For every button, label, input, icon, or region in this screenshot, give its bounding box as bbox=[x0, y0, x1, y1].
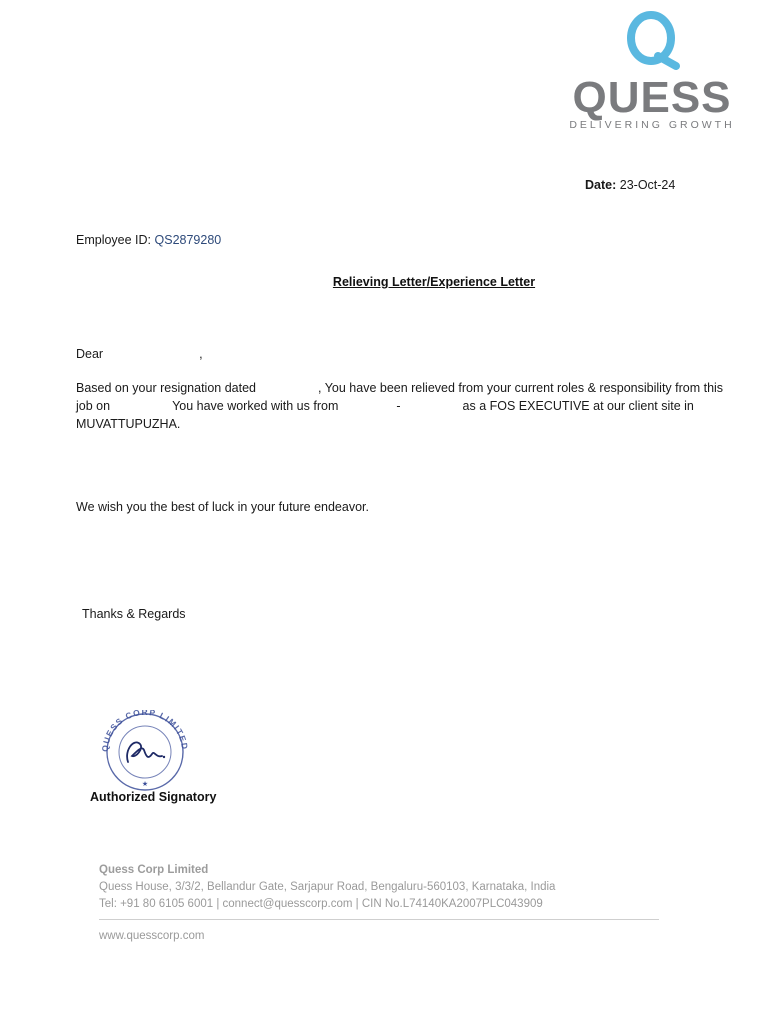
salutation-text: Dear bbox=[76, 347, 104, 361]
authorized-signatory: Authorized Signatory bbox=[90, 790, 217, 804]
footer-address: Quess House, 3/3/2, Bellandur Gate, Sarjapur Road, Bengaluru-560103, Karnataka, India bbox=[99, 881, 556, 893]
closing-wish: We wish you the best of luck in your future endeavor. bbox=[76, 500, 369, 514]
letter-date bbox=[585, 176, 675, 194]
employee-id-label: Employee ID: bbox=[76, 233, 152, 247]
salutation bbox=[76, 345, 203, 363]
quess-logo-icon bbox=[560, 10, 745, 140]
body-text: You have worked with us from bbox=[172, 399, 339, 413]
date-label: Date: bbox=[585, 178, 617, 192]
body-line-2 bbox=[76, 397, 746, 415]
footer-contact: Tel: +91 80 6105 6001 | connect@quesscorp.com | CIN No.L74140KA2007PLC043909 bbox=[99, 898, 543, 910]
body-text: - bbox=[396, 399, 401, 413]
footer-website: www.quesscorp.com bbox=[99, 930, 205, 942]
body-line-1 bbox=[76, 379, 746, 397]
svg-text:QUESS CORP LIMITED: QUESS CORP LIMITED bbox=[99, 710, 191, 753]
body-line-3: MUVATTUPUZHA. bbox=[76, 417, 181, 431]
employee-id-line bbox=[76, 231, 221, 249]
date-value: 23-Oct-24 bbox=[619, 178, 676, 192]
svg-text:★: ★ bbox=[141, 781, 149, 788]
regards: Thanks & Regards bbox=[82, 607, 186, 621]
body-text: as a FOS EXECUTIVE at our client site in bbox=[462, 399, 694, 413]
body-text: , You have been relieved from your current roles & responsibility from this bbox=[318, 381, 724, 395]
company-logo bbox=[560, 10, 745, 140]
body-text: job on bbox=[76, 399, 111, 413]
logo-tagline: DELIVERING GROWTH bbox=[569, 119, 735, 131]
letter-body bbox=[76, 379, 746, 433]
letterhead-footer bbox=[99, 862, 555, 913]
letter-subject: Relieving Letter/Experience Letter bbox=[332, 275, 536, 289]
seal-icon bbox=[90, 710, 200, 792]
logo-brand: QUESS bbox=[572, 73, 732, 122]
company-seal bbox=[90, 710, 200, 792]
footer-company: Quess Corp Limited bbox=[99, 864, 209, 876]
footer-divider bbox=[99, 919, 659, 920]
employee-id-value: QS2879280 bbox=[154, 233, 222, 247]
body-text: Based on your resignation dated bbox=[76, 381, 256, 395]
salutation-punct: , bbox=[199, 347, 203, 361]
